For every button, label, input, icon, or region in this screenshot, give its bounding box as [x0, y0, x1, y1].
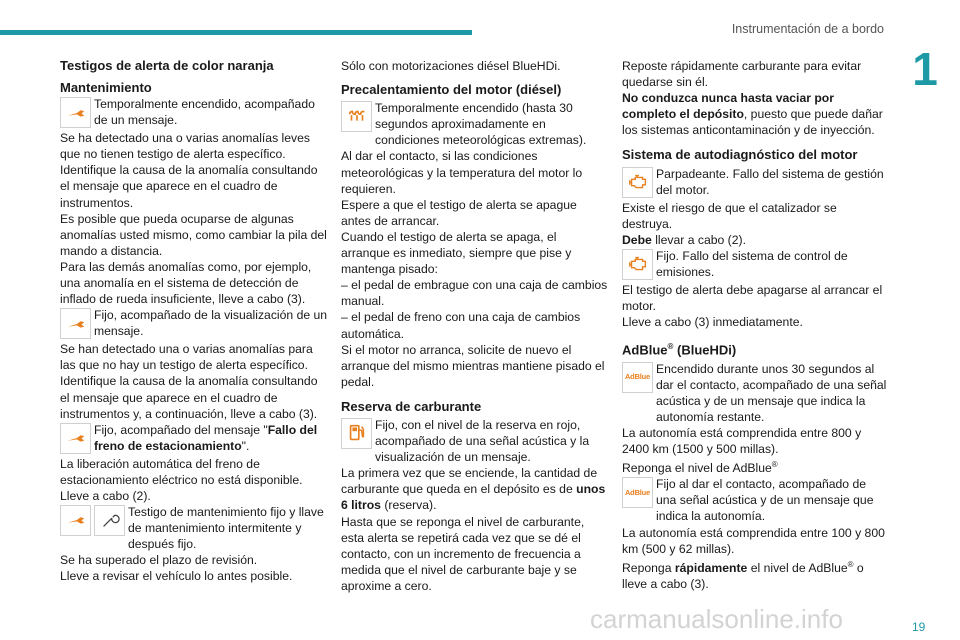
maintenance-entry-2: Fijo, acompañado de la visualización de un mensaje.: [60, 307, 328, 341]
adblue-icon: AdBlue: [622, 362, 653, 393]
page-header-title: Instrumentación de a bordo: [731, 22, 884, 36]
maintenance-heading: Mantenimiento: [60, 80, 152, 96]
diagnosis-entry-2: Fijo. Fallo del sistema de control de emisiones.: [622, 248, 888, 282]
engine-diagnosis-heading: Sistema de autodiagnóstico del motor: [622, 147, 858, 163]
diagnosis-entry-1: Parpadeante. Fallo del sistema de gestión del motor.: [622, 166, 888, 200]
column-3: Reposte rápidamente carburante para evitar quedarse sin él. No conduzca nunca hasta vaciar por completo el depósito, puesto que puede dañar los sistemas anticontaminación y de inyección. Sistema de autodiagnóstico del motor Parpadeante. Fallo del sistema de gestión del motor. Existe el riesgo de que el catalizador se destruya. Debe llevar a cabo (2). Fijo. Fallo del sistema de control de emisiones. El testigo de alerta debe apagarse al arrancar el motor. Lleve a cabo (3) inmediatamente. AdBlue® (BlueHDi) AdBlue Encendido durante unos 30 segundos al dar el contacto, acompañado de una señal acústica y de un mensaje que indica la autonomía restante. La autonomía está comprendida entre 800 y 2400 km (1500 y 500 millas). Reponga el nivel de AdBlue® AdBlue Fijo al dar el contacto, acompañado de una señal acústica y de un mensaje que indica la autonomía. La autonomía está comprendida entre 100 y 800 km (500 y 62 millas). Reponga rápidamente el nivel de AdBlue® o lleve a cabo (3).: [622, 59, 887, 591]
fuel-reserve-entry: Fijo, con el nivel de la reserva en rojo, acompañado de una señal acústica y la visualización de un mensaje.: [341, 417, 608, 465]
engine-icon: [622, 167, 653, 198]
column-2: Sólo con motorizaciones diésel BlueHDi. Precalentamiento del motor (diésel) Temporalmente encendido (hasta 30 segundos aproximadamente en condiciones meteorológicas extremas). Al dar el contacto, si las condiciones meteorológicas y la temperatura del motor lo requieren. Espere a que el testigo de alerta se apague antes de arrancar. Cuando el testigo de alerta se apaga, el arranque es inmediato, siempre que pise y mantenga pisado: – el pedal de embrague con una caja de cambios manual. – el pedal de freno con una caja de cambios automática. Si el motor no arranca, solicite de nuevo el arranque del mismo mientras mantiene pisado el pedal. Reserva de carburante Fijo, con el nivel de la reserva en rojo, acompañado de una señal acústica y la visualización de un mensaje. La primera vez que se enciende, la cantidad de carburante que queda en el depósito es de unos 6 litros (reserva). Hasta que se reponga el nivel de carburante, esta alerta se repetirá cada vez que se dé el contacto, con un incremento de frecuencia a medida que el nivel de carburante baje y se aproxime a cero.: [341, 59, 608, 593]
wrench-warning-icon: [60, 423, 91, 454]
maintenance-entry-3: Fijo, acompañado del mensaje "Fallo del freno de estacionamiento".: [60, 422, 328, 456]
section-title: Testigos de alerta de color naranja: [60, 58, 274, 73]
adblue-icon: AdBlue: [622, 477, 653, 508]
wrench-warning-icon: [60, 308, 91, 339]
engine-icon: [622, 249, 653, 280]
wrench-warning-icon: [60, 505, 91, 536]
page-number: 19: [912, 620, 926, 634]
adblue-heading: AdBlue® (BlueHDi): [622, 342, 737, 358]
preheat-heading: Precalentamiento del motor (diésel): [341, 82, 562, 98]
header-accent-bar: [0, 30, 472, 35]
wrench-warning-icon: [60, 97, 91, 128]
maintenance-entry-1: Temporalmente encendido, acompañado de un mensaje.: [60, 96, 328, 130]
glow-plug-icon: [341, 101, 372, 132]
fuel-pump-icon: [341, 418, 372, 449]
column-1: Testigos de alerta de color naranja Mantenimiento Temporalmente encendido, acompañado de un mensaje. Se ha detectado una o varias anomalías leves que no tienen testigo de alerta específico. Identifique la causa de la anomalía consultando el mensaje que aparece en el cuadro de instrumentos. Es posible que pueda ocuparse de algunas anomalías usted mismo, como cambiar la pila del mando a distancia. Para las demás anomalías como, por ejemplo, una anomalía en el sistema de detección de inflado de rueda insuficiente, lleve a cabo (3). Fijo, acompañado de la visualización de un mensaje. Se han detectado una o varias anomalías para las que no hay un testigo de alerta específico. Identifique la causa de la anomalía consultando el mensaje que aparece en el cuadro de instrumentos y, a continuación, lleve a cabo (3). Fijo, acompañado del mensaje "Fallo del freno de estacionamiento". La liberación automática del freno de estacionamiento eléctrico no está disponible. Lleve a cabo (2). Testigo de mantenimiento fijo y llave de mantenimiento intermitente y después fijo. Se ha superado el plazo de revisión. Lleve a revisar el vehículo lo antes posible.: [60, 58, 328, 584]
adblue-entry-1: AdBlue Encendido durante unos 30 segundos al dar el contacto, acompañado de una señal acústica y de un mensaje que indica la autonomía restante.: [622, 361, 888, 425]
maintenance-entry-4: Testigo de mantenimiento fijo y llave de mantenimiento intermitente y después fijo.: [60, 504, 328, 552]
preheat-entry: Temporalmente encendido (hasta 30 segundos aproximadamente en condiciones meteorológicas extremas).: [341, 100, 608, 148]
service-key-icon: [94, 505, 125, 536]
fuel-reserve-heading: Reserva de carburante: [341, 398, 482, 414]
watermark: carmanualsonline.info: [590, 604, 843, 634]
adblue-entry-2: AdBlue Fijo al dar el contacto, acompañado de una señal acústica y de un mensaje que indica la autonomía.: [622, 476, 888, 524]
chapter-number: 1: [912, 43, 938, 95]
